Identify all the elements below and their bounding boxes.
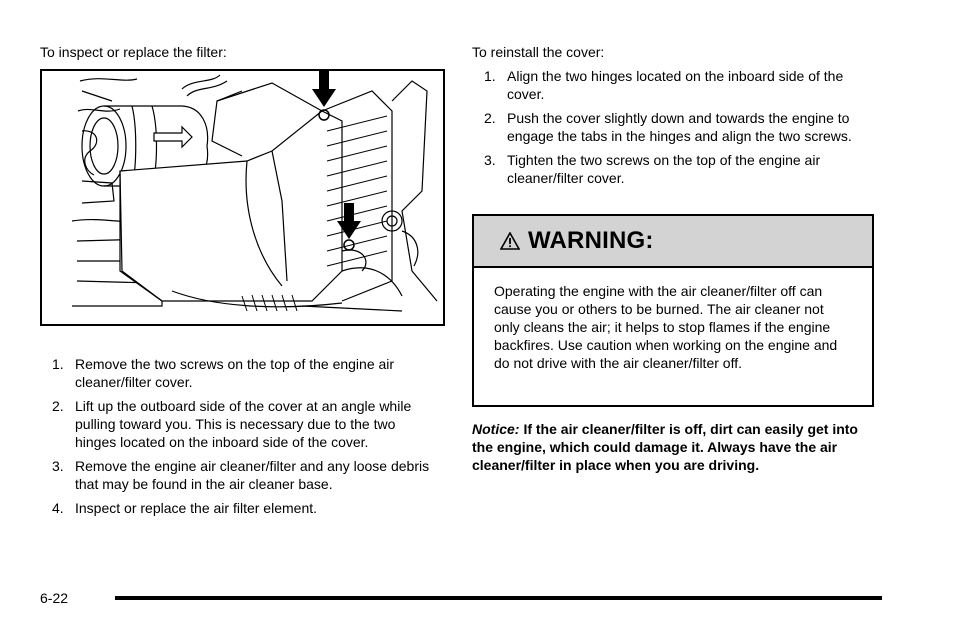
left-intro-text: To inspect or replace the filter: (40, 44, 227, 60)
warning-triangle-icon (500, 232, 520, 250)
list-item: 2. Lift up the outboard side of the cover at an angle while pulling toward you. This is necessary due to the two hinges located on the inboard side of the cover. (52, 398, 412, 450)
notice-text: If the air cleaner/filter is off, dirt can easily get into the engine, which could damage it. Always have the air cleaner/filter in place when you are driving. (472, 421, 858, 473)
air-cleaner-illustration (40, 69, 445, 326)
right-intro-text: To reinstall the cover: (472, 44, 605, 60)
list-item: 3. Tighten the two screws on the top of the engine air cleaner/filter cover. (484, 152, 821, 186)
footer-rule (115, 596, 882, 600)
warning-body: Operating the engine with the air cleaner/filter off can cause you or others to be burned. The air cleaner not only cleans the air; it helps to stop flames if the engine backfires. Use caution when working on the engine and do not drive with the air cleaner/filter off. (494, 283, 838, 371)
warning-title: WARNING: (528, 227, 654, 254)
list-item: 3. Remove the engine air cleaner/filter and any loose debris that may be found in the air cleaner base. (52, 458, 430, 492)
warning-header (474, 216, 872, 268)
notice-label: Notice: (472, 421, 520, 437)
list-item: 4. Inspect or replace the air filter element. (52, 500, 318, 516)
list-item: 2. Push the cover slightly down and towards the engine to engage the tabs in the hinges and align the two screws. (484, 110, 852, 144)
list-item: 1. Remove the two screws on the top of the engine air cleaner/filter cover. (52, 356, 395, 390)
notice-paragraph (472, 420, 872, 474)
engine-diagram-image (42, 71, 443, 324)
warning-box (472, 214, 874, 407)
list-item: 1. Align the two hinges located on the inboard side of the cover. (484, 68, 844, 102)
removal-steps-list (40, 355, 440, 523)
page-number: 6-22 (40, 590, 69, 606)
reinstall-steps-list (472, 67, 882, 193)
